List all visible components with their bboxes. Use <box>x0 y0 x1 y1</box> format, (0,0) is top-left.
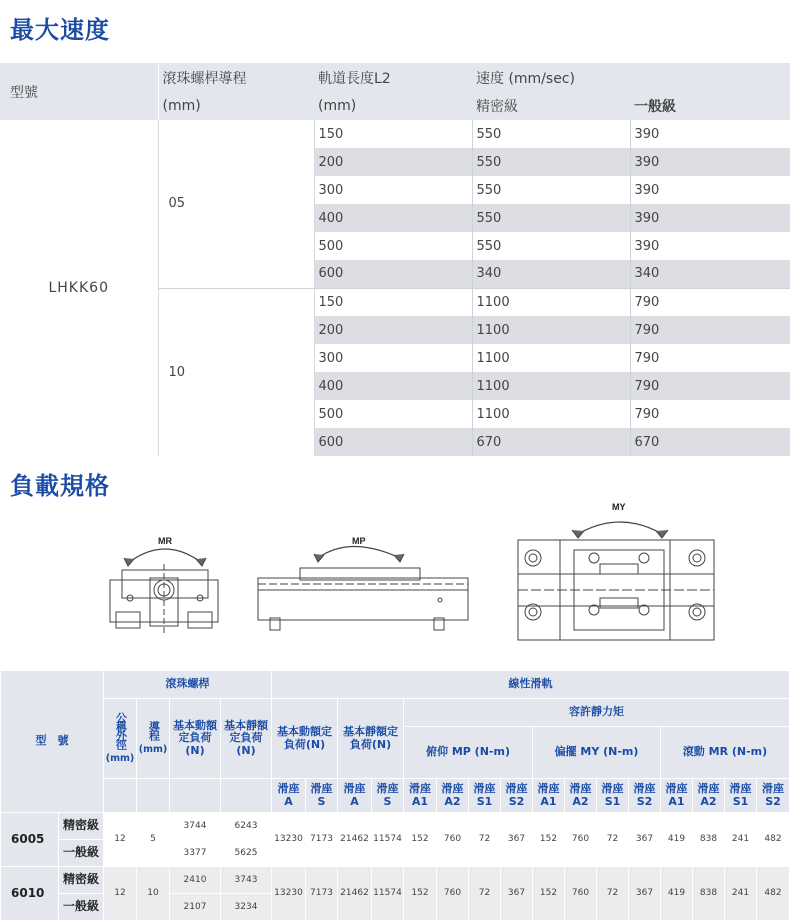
normal-speed-cell: 670 <box>630 428 790 456</box>
rail-length-cell: 400 <box>314 372 472 400</box>
rail-length-cell: 400 <box>314 204 472 232</box>
load-value-cell: 152 <box>533 813 565 867</box>
rail-length-cell: 500 <box>314 232 472 260</box>
speed-lead-cell: 05 <box>158 120 314 288</box>
load-value-cell: 21462 <box>338 867 372 921</box>
normal-speed-cell: 790 <box>630 400 790 428</box>
header-lead-unit: (mm) <box>158 92 314 120</box>
load-subheader-cell: 滑座 A1 <box>533 779 565 813</box>
load-header-diameter: 公稱外徑 (mm) <box>104 699 137 779</box>
precision-speed-cell: 1100 <box>472 400 630 428</box>
mr-label: MR <box>158 536 172 546</box>
precision-speed-cell: 1100 <box>472 344 630 372</box>
load-header-lead: 導程 (mm) <box>137 699 170 779</box>
load-subheader-cell: 滑座 S1 <box>725 779 757 813</box>
load-subheader-cell: 滑座 S2 <box>629 779 661 813</box>
normal-speed-cell: 790 <box>630 288 790 316</box>
load-spec-table <box>0 670 790 921</box>
load-subheader-cell: 滑座 S <box>372 779 404 813</box>
my-label: MY <box>612 502 626 512</box>
load-subheader-cell: 滑座 S2 <box>501 779 533 813</box>
load-subheader-cell: 滑座 S2 <box>757 779 790 813</box>
rail-length-cell: 200 <box>314 316 472 344</box>
load-value-cell: 7173 <box>306 867 338 921</box>
load-value-cell: 760 <box>565 813 597 867</box>
load-dyn-cell: 3744 <box>170 813 221 840</box>
header-rail-unit: (mm) <box>314 92 472 120</box>
load-value-cell: 152 <box>533 867 565 921</box>
load-header-rail-dyn: 基本動額定負荷(N) <box>272 699 338 779</box>
load-value-cell: 13230 <box>272 813 306 867</box>
load-value-cell: 838 <box>693 867 725 921</box>
precision-speed-cell: 550 <box>472 120 630 148</box>
load-dyn-cell: 2410 <box>170 867 221 894</box>
load-subheader-cell: 滑座 A <box>338 779 372 813</box>
roll-moment-diagram <box>110 549 218 634</box>
load-subheader-cell: 滑座 A1 <box>661 779 693 813</box>
normal-speed-cell: 390 <box>630 176 790 204</box>
load-value-cell: 760 <box>437 867 469 921</box>
normal-speed-cell: 790 <box>630 372 790 400</box>
load-value-cell: 838 <box>693 813 725 867</box>
precision-speed-cell: 1100 <box>472 372 630 400</box>
header-lead: 滾珠螺桿導程 <box>158 63 314 92</box>
precision-speed-cell: 550 <box>472 232 630 260</box>
load-stat-cell: 5625 <box>221 840 272 867</box>
load-header-dyn: 基本動額定負荷(N) <box>170 699 221 779</box>
rail-length-cell: 150 <box>314 288 472 316</box>
load-dyn-cell: 2107 <box>170 894 221 921</box>
precision-speed-cell: 340 <box>472 260 630 288</box>
rail-length-cell: 500 <box>314 400 472 428</box>
load-header-static-moment: 容許靜力矩 <box>404 699 790 727</box>
rail-length-cell: 300 <box>314 344 472 372</box>
load-header-pitch: 俯仰 MP (N-m) <box>404 727 533 779</box>
load-value-cell: 419 <box>661 813 693 867</box>
pitch-moment-diagram <box>258 547 468 631</box>
load-header-model: 型 號 <box>1 671 104 813</box>
mp-label: MP <box>352 536 366 546</box>
load-value-cell: 367 <box>501 867 533 921</box>
precision-speed-cell: 550 <box>472 204 630 232</box>
speed-lead-cell: 10 <box>158 288 314 456</box>
load-header-rail-stat: 基本靜額定負荷(N) <box>338 699 404 779</box>
load-grade-cell: 一般級 <box>59 840 104 867</box>
rail-length-cell: 600 <box>314 428 472 456</box>
rail-length-cell: 200 <box>314 148 472 176</box>
header-rail-length: 軌道長度L2 <box>314 63 472 92</box>
load-stat-cell: 3743 <box>221 867 272 894</box>
load-value-cell: 367 <box>629 813 661 867</box>
load-value-cell: 419 <box>661 867 693 921</box>
header-normal: 一般級 <box>630 92 790 120</box>
load-value-cell: 482 <box>757 813 790 867</box>
normal-speed-cell: 390 <box>630 148 790 176</box>
normal-speed-cell: 390 <box>630 232 790 260</box>
precision-speed-cell: 550 <box>472 148 630 176</box>
speed-model-cell: LHKK60 <box>0 120 158 456</box>
load-grade-cell: 精密級 <box>59 867 104 894</box>
load-value-cell: 152 <box>404 813 437 867</box>
load-value-cell: 367 <box>501 813 533 867</box>
precision-speed-cell: 1100 <box>472 288 630 316</box>
load-value-cell: 13230 <box>272 867 306 921</box>
load-grade-cell: 一般級 <box>59 894 104 921</box>
precision-speed-cell: 550 <box>472 176 630 204</box>
load-value-cell: 11574 <box>372 813 404 867</box>
normal-speed-cell: 390 <box>630 204 790 232</box>
load-lead-cell: 5 <box>137 813 170 867</box>
load-header-roll: 滾動 MR (N-m) <box>661 727 790 779</box>
load-moment-diagrams <box>0 500 790 650</box>
header-model: 型號 <box>0 63 158 120</box>
load-subheader-cell: 滑座 S1 <box>469 779 501 813</box>
load-subheader-cell: 滑座 A1 <box>404 779 437 813</box>
load-subheader-cell: 滑座 A <box>272 779 306 813</box>
load-subheader-cell: 滑座 A2 <box>565 779 597 813</box>
load-stat-cell: 6243 <box>221 813 272 840</box>
precision-speed-cell: 1100 <box>472 316 630 344</box>
load-lead-cell: 10 <box>137 867 170 921</box>
load-value-cell: 72 <box>469 813 501 867</box>
load-diameter-cell: 12 <box>104 867 137 921</box>
load-grade-cell: 精密級 <box>59 813 104 840</box>
load-header-linear: 線性滑軌 <box>272 671 790 699</box>
load-header-yaw: 偏擺 MY (N-m) <box>533 727 661 779</box>
load-value-cell: 11574 <box>372 867 404 921</box>
rail-length-cell: 300 <box>314 176 472 204</box>
header-precision: 精密級 <box>472 92 630 120</box>
load-value-cell: 241 <box>725 813 757 867</box>
header-speed: 速度 (mm/sec) <box>472 63 790 92</box>
load-stat-cell: 3234 <box>221 894 272 921</box>
load-dyn-cell: 3377 <box>170 840 221 867</box>
normal-speed-cell: 790 <box>630 344 790 372</box>
load-subheader-cell: 滑座 S1 <box>597 779 629 813</box>
precision-speed-cell: 670 <box>472 428 630 456</box>
load-diameter-cell: 12 <box>104 813 137 867</box>
load-value-cell: 21462 <box>338 813 372 867</box>
load-value-cell: 152 <box>404 867 437 921</box>
rail-length-cell: 150 <box>314 120 472 148</box>
load-value-cell: 760 <box>565 867 597 921</box>
load-subheader-cell: 滑座 A2 <box>693 779 725 813</box>
load-header-stat: 基本靜額定負荷(N) <box>221 699 272 779</box>
load-value-cell: 72 <box>597 813 629 867</box>
load-value-cell: 482 <box>757 867 790 921</box>
max-speed-table <box>0 63 790 456</box>
normal-speed-cell: 790 <box>630 316 790 344</box>
load-subheader-cell: 滑座 S <box>306 779 338 813</box>
rail-length-cell: 600 <box>314 260 472 288</box>
load-value-cell: 7173 <box>306 813 338 867</box>
load-value-cell: 241 <box>725 867 757 921</box>
load-model-cell: 6010 <box>1 867 59 921</box>
load-model-cell: 6005 <box>1 813 59 867</box>
load-value-cell: 760 <box>437 813 469 867</box>
load-subheader-cell: 滑座 A2 <box>437 779 469 813</box>
normal-speed-cell: 390 <box>630 120 790 148</box>
load-value-cell: 72 <box>597 867 629 921</box>
max-speed-title: 最大速度 <box>10 16 110 44</box>
load-value-cell: 367 <box>629 867 661 921</box>
load-value-cell: 72 <box>469 867 501 921</box>
normal-speed-cell: 340 <box>630 260 790 288</box>
yaw-moment-diagram <box>518 522 714 640</box>
load-header-ballscrew: 滾珠螺桿 <box>104 671 272 699</box>
load-spec-title: 負載規格 <box>10 472 110 500</box>
